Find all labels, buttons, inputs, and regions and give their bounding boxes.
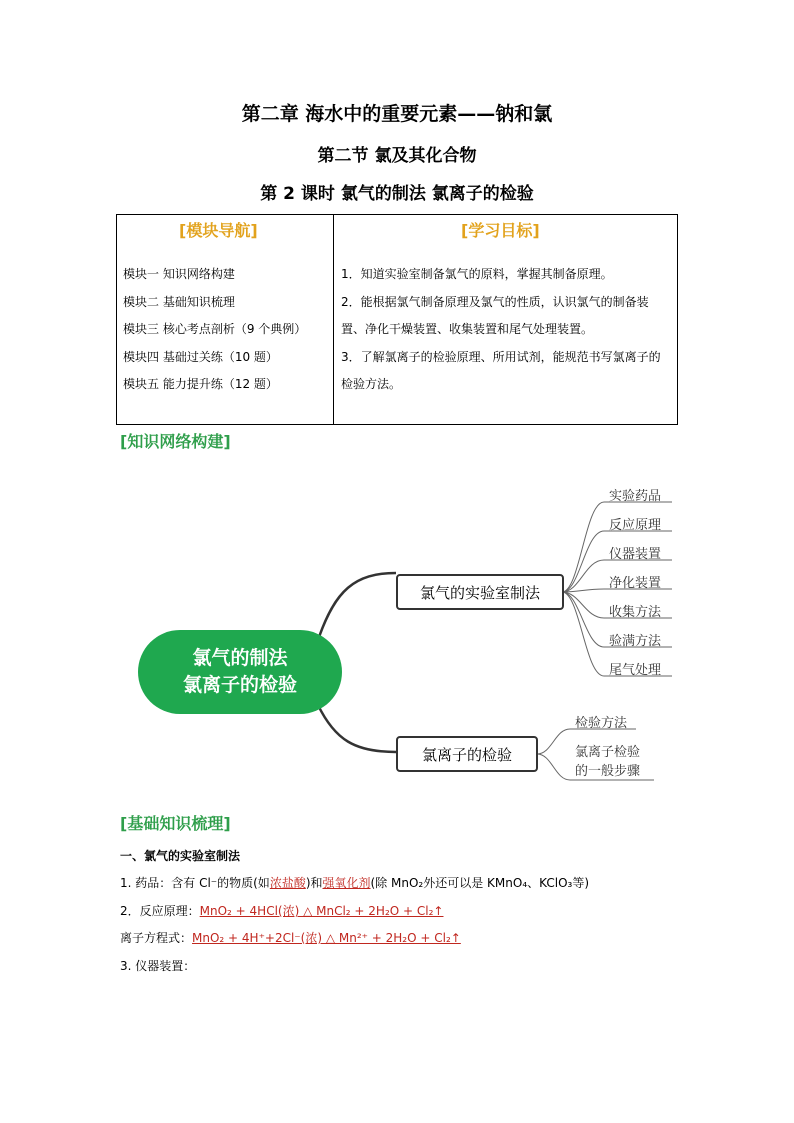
- knowledge-network-header: [知识网络构建]: [120, 432, 231, 451]
- item1-prefix: 1. 药品：含有 Cl⁻的物质(如: [120, 876, 270, 890]
- connector-leaf: [562, 502, 604, 592]
- item2-label: 2．反应原理：: [120, 904, 200, 918]
- module-item: 模块四 基础过关练（10 题）: [123, 349, 278, 364]
- module-nav-header: [模块导航]: [179, 221, 258, 240]
- item1-suffix: (除 MnO₂外还可以是 KMnO₄、KClO₃等): [370, 876, 590, 890]
- item-apparatus: 3. 仪器装置：: [120, 959, 196, 973]
- section-title: 第二节 氯及其化合物: [317, 146, 477, 166]
- leaf-purification: 净化装置: [609, 576, 662, 591]
- center-line1: 氯气的制法: [192, 647, 288, 669]
- item1-acid: 浓盐酸: [269, 876, 306, 890]
- branch-chloride-test: 氯离子的检验: [396, 736, 538, 772]
- center-line2: 氯离子的检验: [182, 674, 297, 696]
- learning-goals-header: [学习目标]: [461, 221, 540, 240]
- connector-leaf: [562, 592, 604, 676]
- connector-center-branch1: [318, 573, 396, 640]
- mindmap-center-node: [138, 630, 342, 714]
- connector-leaf: [537, 729, 570, 754]
- leaf-fullness-check: 验满方法: [609, 634, 662, 649]
- item1-oxidant: 强氧化剂: [322, 876, 371, 890]
- module-item: 模块三 核心考点剖析（9 个典例）: [123, 322, 307, 336]
- leaf-apparatus: 仪器装置: [609, 547, 662, 562]
- goal-item: 2．能根据氯气制备原理及氯气的性质，认识氯气的制备装置、净化干燥装置、收集装置和尾气处理装置。: [341, 294, 649, 336]
- goal-item: 3．了解氯离子的检验原理、所用试剂，能规范书写氯离子的检验方法。: [341, 349, 661, 391]
- item1-mid: )和: [305, 876, 323, 890]
- basics-subhead: 一、氯气的实验室制法: [120, 849, 241, 863]
- connector-leaf: [562, 592, 604, 647]
- ionic-label: 离子方程式：: [120, 931, 193, 945]
- connector-leaf: [537, 754, 570, 780]
- module-item: 模块一 知识网络构建: [123, 267, 235, 281]
- leaf-test-method: 检验方法: [575, 716, 628, 731]
- chapter-title: 第二章 海水中的重要元素——钠和氯: [241, 103, 553, 125]
- basics-header: [基础知识梳理]: [120, 814, 231, 833]
- goal-item: 1．知道实验室制备氯气的原料，掌握其制备原理。: [341, 267, 613, 281]
- leaf-collection: 收集方法: [609, 605, 662, 620]
- branch-chlorine-preparation: 氯气的实验室制法: [396, 574, 564, 610]
- lesson-title: 第 2 课时 氯气的制法 氯离子的检验: [260, 184, 534, 204]
- ionic-equation: MnO₂ + 4H⁺+2Cl⁻(浓) △ Mn²⁺ + 2H₂O + Cl₂↑: [192, 931, 461, 945]
- reaction-equation: MnO₂ + 4HCl(浓) △ MnCl₂ + 2H₂O + Cl₂↑: [199, 904, 444, 918]
- item-reaction-principle: [120, 902, 443, 919]
- module-item: 模块二 基础知识梳理: [123, 294, 235, 309]
- connector-center-branch2: [318, 705, 396, 752]
- item-ionic-equation: [120, 929, 461, 946]
- leaf-principle: 反应原理: [609, 518, 662, 533]
- leaf-test-steps-1: 氯离子检验: [575, 745, 641, 760]
- leaf-test-steps-2: 的一般步骤: [575, 764, 641, 779]
- item-reagents: [120, 874, 589, 891]
- leaf-reagents: 实验药品: [609, 489, 662, 504]
- module-item: 模块五 能力提升练（12 题）: [123, 377, 278, 391]
- leaf-tail-gas: 尾气处理: [609, 663, 662, 678]
